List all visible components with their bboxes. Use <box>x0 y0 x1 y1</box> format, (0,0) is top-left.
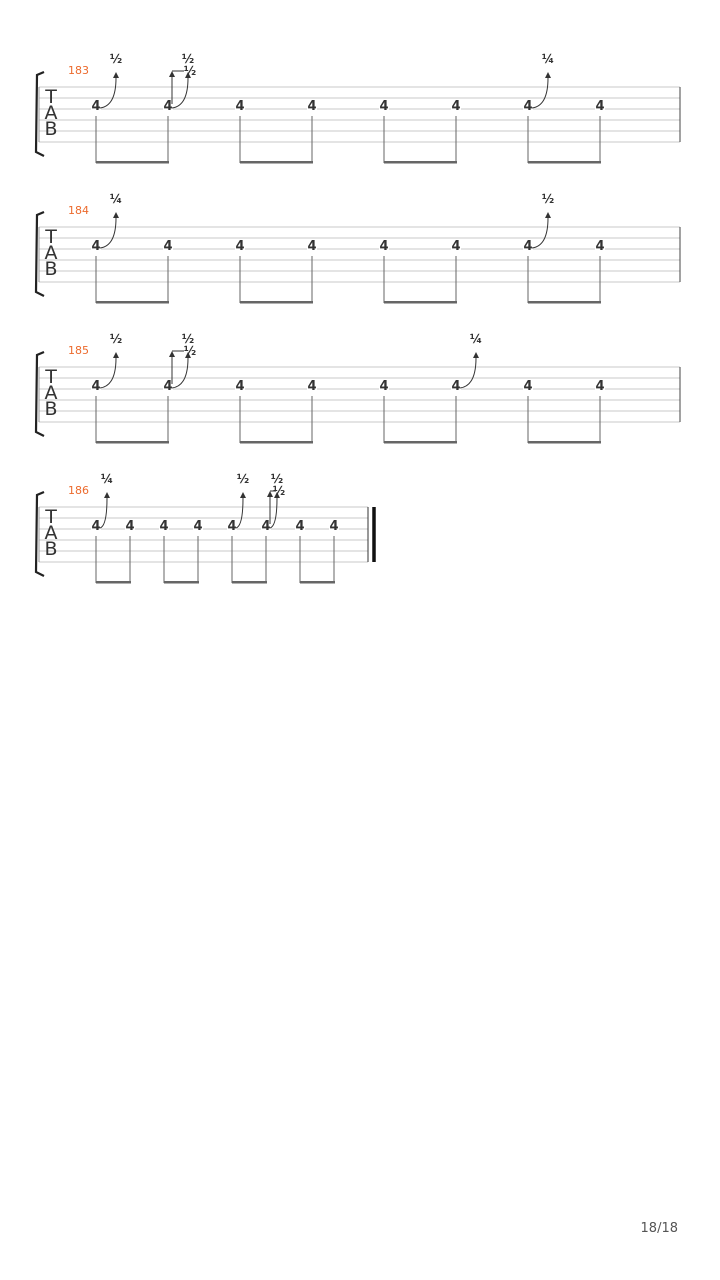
bend-curve <box>172 358 188 388</box>
bend-arrowhead <box>545 212 551 218</box>
fret-number: 4 <box>451 239 461 254</box>
tab-score <box>0 0 720 620</box>
bend-curve <box>100 498 107 528</box>
fret-number: 4 <box>307 239 317 254</box>
fret-number: 4 <box>261 519 271 534</box>
fret-number: 4 <box>163 239 173 254</box>
bend-amount-label: ¼ <box>541 52 555 66</box>
bend-curve <box>172 78 188 108</box>
system-bracket <box>36 72 44 156</box>
fret-number: 4 <box>307 99 317 114</box>
hold-amount-label: ½ <box>272 484 286 498</box>
fret-number: 4 <box>451 379 461 394</box>
tab-clef-letter: T <box>45 226 57 248</box>
eighth-beam <box>384 441 457 444</box>
fret-number: 4 <box>91 379 101 394</box>
bend-arrowhead <box>113 352 119 358</box>
tab-clef-letter: T <box>45 506 57 528</box>
bend-arrowhead <box>113 212 119 218</box>
tab-clef-letter: T <box>45 86 57 108</box>
fret-number: 4 <box>235 239 245 254</box>
measure-number: 184 <box>68 204 89 217</box>
eighth-beam <box>164 581 199 584</box>
fret-number: 4 <box>379 239 389 254</box>
fret-number: 4 <box>379 379 389 394</box>
tab-system-185 <box>36 332 680 444</box>
eighth-beam <box>528 301 601 304</box>
eighth-beam <box>240 441 313 444</box>
tab-system-186 <box>36 472 374 584</box>
fret-number: 4 <box>125 519 135 534</box>
bend-amount-label: ½ <box>181 52 195 66</box>
eighth-beam <box>384 301 457 304</box>
bend-amount-label: ½ <box>109 52 123 66</box>
system-bracket <box>36 212 44 296</box>
fret-number: 4 <box>91 239 101 254</box>
bend-curve <box>532 78 548 108</box>
bend-curve <box>460 358 476 388</box>
fret-number: 4 <box>523 99 533 114</box>
fret-number: 4 <box>159 519 169 534</box>
bend-amount-label: ½ <box>270 472 284 486</box>
bend-amount-label: ½ <box>109 332 123 346</box>
fret-number: 4 <box>595 99 605 114</box>
tab-clef-letter: B <box>44 398 58 420</box>
eighth-beam <box>384 161 457 164</box>
tab-clef-letter: A <box>44 382 58 404</box>
bend-amount-label: ½ <box>181 332 195 346</box>
bend-curve <box>270 498 277 528</box>
tab-clef-letter: A <box>44 102 58 124</box>
tab-clef-letter: B <box>44 258 58 280</box>
fret-number: 4 <box>307 379 317 394</box>
bend-amount-label: ¼ <box>109 192 123 206</box>
bend-arrowhead <box>240 492 246 498</box>
hold-amount-label: ½ <box>183 344 197 358</box>
bend-amount-label: ½ <box>236 472 250 486</box>
page-number: 18/18 <box>640 1221 678 1236</box>
tab-system-184 <box>36 192 680 304</box>
bend-arrowhead <box>473 352 479 358</box>
bend-curve <box>100 358 116 388</box>
tab-clef-letter: B <box>44 538 58 560</box>
eighth-beam <box>96 441 169 444</box>
tab-clef-letter: A <box>44 242 58 264</box>
eighth-beam <box>528 161 601 164</box>
eighth-beam <box>96 301 169 304</box>
bend-arrowhead <box>104 492 110 498</box>
measure-number: 183 <box>68 64 89 77</box>
fret-number: 4 <box>595 239 605 254</box>
eighth-beam <box>240 161 313 164</box>
measure-number: 185 <box>68 344 89 357</box>
tab-clef-letter: B <box>44 118 58 140</box>
prebend-arrowhead <box>169 351 175 357</box>
fret-number: 4 <box>295 519 305 534</box>
fret-number: 4 <box>193 519 203 534</box>
fret-number: 4 <box>595 379 605 394</box>
bend-amount-label: ¼ <box>469 332 483 346</box>
measure-number: 186 <box>68 484 89 497</box>
fret-number: 4 <box>379 99 389 114</box>
bend-amount-label: ¼ <box>100 472 114 486</box>
bend-arrowhead <box>545 72 551 78</box>
eighth-beam <box>300 581 335 584</box>
fret-number: 4 <box>523 239 533 254</box>
fret-number: 4 <box>91 519 101 534</box>
eighth-beam <box>96 581 131 584</box>
eighth-beam <box>528 441 601 444</box>
system-bracket <box>36 492 44 576</box>
eighth-beam <box>240 301 313 304</box>
eighth-beam <box>96 161 169 164</box>
fret-number: 4 <box>523 379 533 394</box>
fret-number: 4 <box>91 99 101 114</box>
fret-number: 4 <box>163 379 173 394</box>
fret-number: 4 <box>235 379 245 394</box>
bend-curve <box>100 78 116 108</box>
fret-number: 4 <box>451 99 461 114</box>
system-bracket <box>36 352 44 436</box>
eighth-beam <box>232 581 267 584</box>
hold-amount-label: ½ <box>183 64 197 78</box>
fret-number: 4 <box>163 99 173 114</box>
bend-curve <box>236 498 243 528</box>
fret-number: 4 <box>227 519 237 534</box>
bend-arrowhead <box>113 72 119 78</box>
bend-curve <box>100 218 116 248</box>
fret-number: 4 <box>329 519 339 534</box>
tab-clef-letter: T <box>45 366 57 388</box>
bend-amount-label: ½ <box>541 192 555 206</box>
tab-clef-letter: A <box>44 522 58 544</box>
fret-number: 4 <box>235 99 245 114</box>
bend-curve <box>532 218 548 248</box>
prebend-arrowhead <box>169 71 175 77</box>
tab-system-183 <box>36 52 680 164</box>
